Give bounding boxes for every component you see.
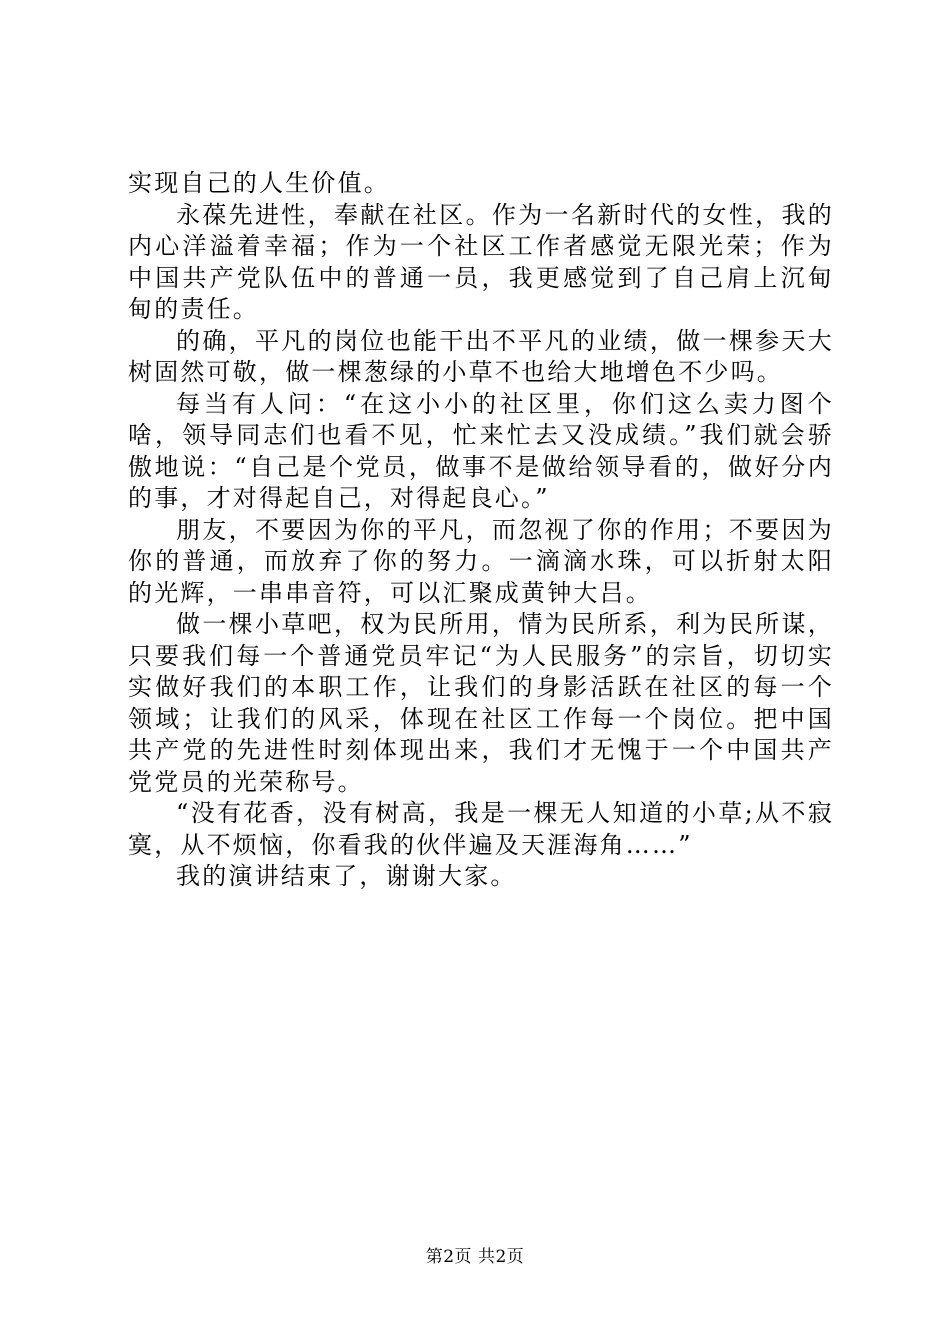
paragraph-8: 我的演讲结束了，谢谢大家。	[176, 862, 517, 890]
document-body	[128, 168, 834, 893]
page-number-label: 第2页 共2页	[425, 1247, 525, 1267]
paragraph-5: 朋友，不要因为你的平凡，而忽视了你的作用；不要因为你的普通，而放弃了你的努力。一滴滴水珠，可以折射太阳的光辉，一串串音符，可以汇聚成黄钟大吕。	[128, 515, 834, 607]
page-footer	[0, 1242, 950, 1267]
paragraph-7: “没有花香，没有树高，我是一棵无人知道的小草;从不寂寞，从不烦恼，你看我的伙伴遍及天涯海角……”	[128, 799, 834, 859]
paragraph-1: 实现自己的人生价值。	[128, 169, 390, 197]
paragraph-3: 的确，平凡的岗位也能干出不平凡的业绩，做一棵参天大树固然可敬，做一棵葱绿的小草不也给大地增色不少吗。	[128, 326, 834, 386]
paragraph-4: 每当有人问：“在这小小的社区里，你们这么卖力图个啥，领导同志们也看不见，忙来忙去又没成绩。”我们就会骄傲地说：“自己是个党员，做事不是做给领导看的，做好分内的事，才对得起自己，对得起良心。”	[128, 389, 834, 512]
paragraph-2: 永葆先进性，奉献在社区。作为一名新时代的女性，我的内心洋溢着幸福；作为一个社区工作者感觉无限光荣；作为中国共产党队伍中的普通一员，我更感觉到了自己肩上沉甸甸的责任。	[128, 200, 834, 323]
paragraph-6: 做一棵小草吧，权为民所用，情为民所系，利为民所谋，只要我们每一个普通党员牢记“为人民服务”的宗旨，切切实实做好我们的本职工作，让我们的身影活跃在社区的每一个领域；让我们的风采，体现在社区工作每一个岗位。把中国共产党的先进性时刻体现出来，我们才无愧于一个中国共产党党员的光荣称号。	[128, 610, 834, 796]
